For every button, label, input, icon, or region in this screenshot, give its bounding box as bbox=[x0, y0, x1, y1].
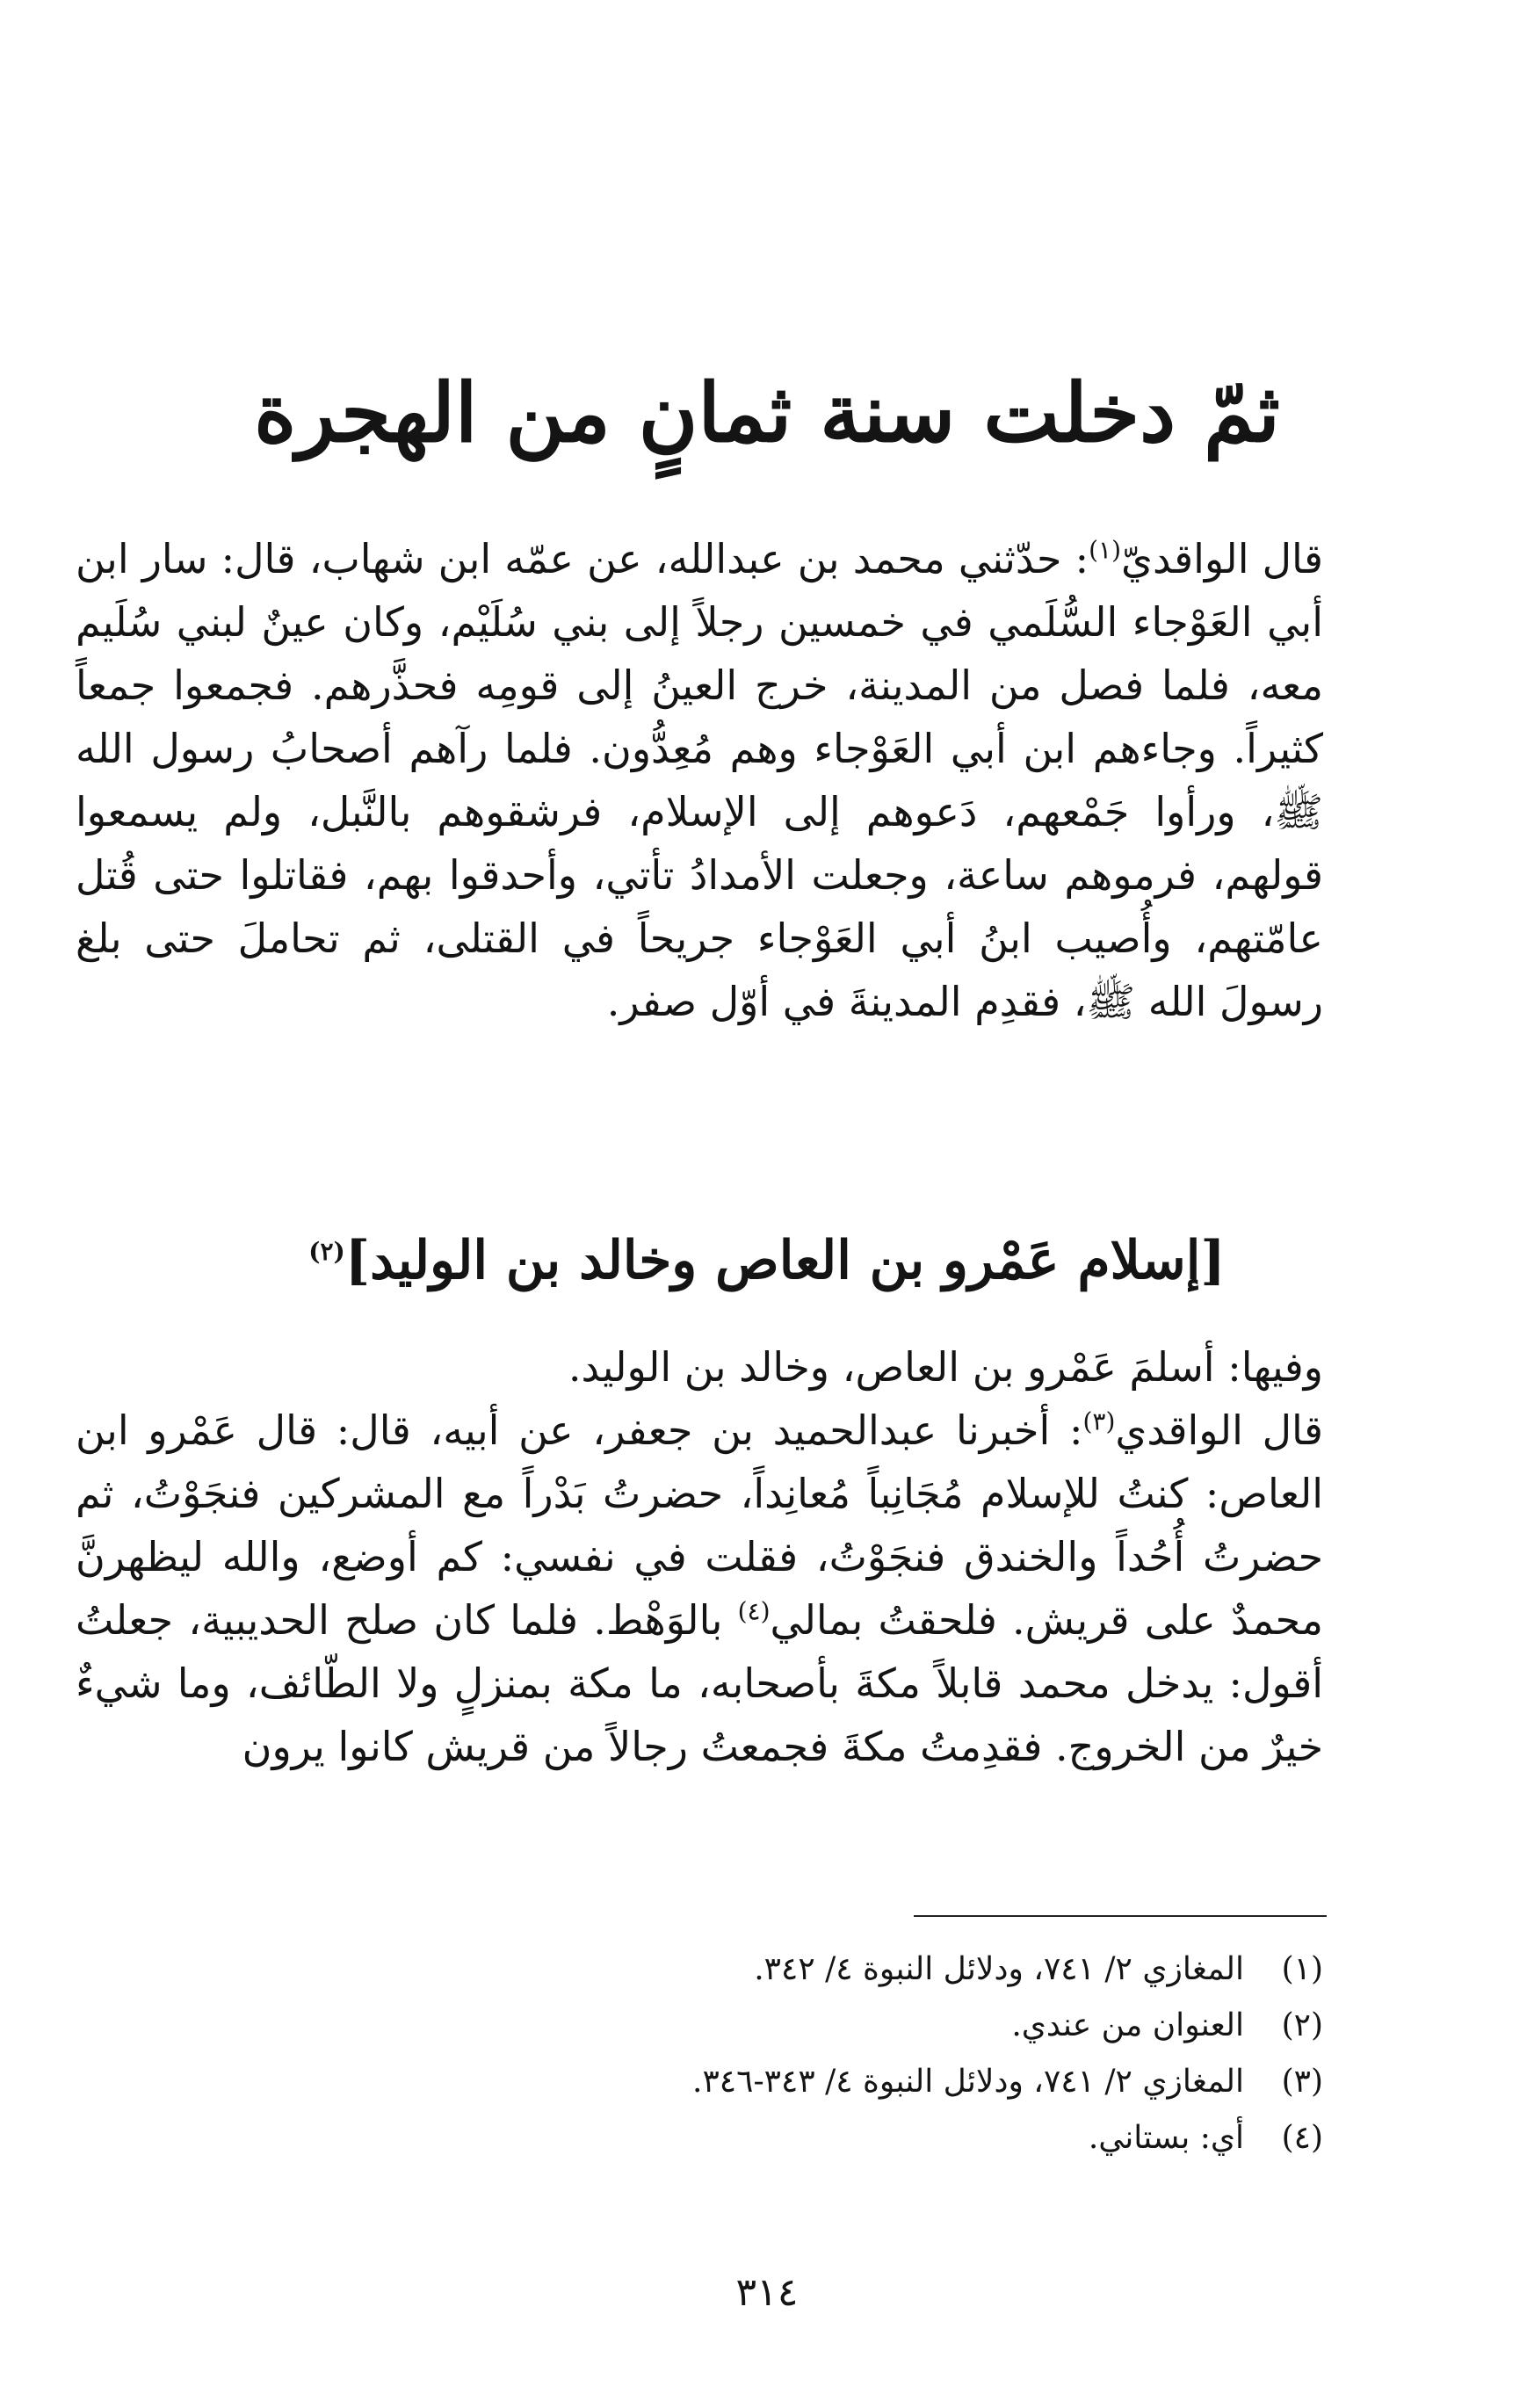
footnote-divider bbox=[914, 1915, 1327, 1917]
paragraph-1-text: : حدّثني محمد بن عبدالله، عن عمّه ابن شهاب، قال: سار ابن أبي العَوْجاء السُّلَمي في خمسين رجلاً إلى بني سُلَيْم، وكان عينٌ لبني سُلَيم معه، فلما فصل من المدينة، خرج العينُ إلى قومِه فحذَّرهم. فجمعوا جمعاً كثيراً. وجاءهم ابن أبي العَوْجاء وهم مُعِدُّون. فلما رآهم أصحابُ رسول الله ﷺ، ورأوا جَمْعهم، دَعوهم إلى الإسلام، فرشقوهم بالنَّبل، ولم يسمعوا قولهم، فرموهم ساعة، وجعلت الأمدادُ تأتي، وأحدقوا بهم، فقاتلوا حتى قُتل عامّتهم، وأُصيب ابنُ أبي العَوْجاء جريحاً في القتلى، ثم تحاملَ حتى بلغ رسولَ الله ﷺ، فقدِم المدينةَ في أوّل صفر. bbox=[76, 535, 1323, 1025]
footnote-item bbox=[269, 1998, 1323, 2054]
paragraph-3 bbox=[76, 1399, 1323, 1778]
footnote-ref-3: (٣) bbox=[1082, 1406, 1116, 1436]
footnote-ref-4: (٤) bbox=[737, 1596, 771, 1626]
section-title bbox=[0, 1217, 1534, 1305]
paragraph-3-lead: قال الواقدي bbox=[1115, 1406, 1323, 1454]
footnote-ref-2: (٢) bbox=[308, 1237, 345, 1266]
footnote-number: (١) bbox=[1281, 1951, 1323, 1987]
footnote-item bbox=[269, 1942, 1323, 1998]
footnote-text: المغازي ٢/ ٧٤١، ودلائل النبوة ٤/ ٣٤٢. bbox=[754, 1951, 1244, 1987]
footnote-text: أي: بستاني. bbox=[1088, 2120, 1244, 2156]
footnote-ref-1: (١) bbox=[1089, 535, 1121, 565]
footnote-number: (٤) bbox=[1281, 2120, 1323, 2156]
footnote-number: (٣) bbox=[1281, 2064, 1323, 2100]
paragraph-2: وفيها: أسلمَ عَمْرو بن العاص، وخالد بن الوليد. bbox=[568, 1343, 1323, 1391]
paragraph-1 bbox=[76, 527, 1323, 1033]
footnote-item bbox=[269, 2054, 1323, 2110]
footnote-number: (٢) bbox=[1281, 2007, 1323, 2043]
paragraph-3-text-a: : أخبرنا عبدالحميد بن جعفر، عن أبيه، قال: قال عَمْرو ابن العاص: كنتُ للإسلام مُجَانِباً مُعانِداً، حضرتُ بَدْراً مع المشركين فنجَوْتُ، ثم حضرتُ أُحُداً والخندق فنجَوْتُ، فقلت في نفسي: كم أوضع، والله ليظهرنَّ محمدٌ على قريش. فلحقتُ بمالي bbox=[76, 1406, 1323, 1644]
footnote-item bbox=[269, 2110, 1323, 2166]
chapter-title: ثمّ دخلت سنة ثمانٍ من الهجرة bbox=[254, 365, 1280, 460]
page-number: ٣١٤ bbox=[735, 2270, 799, 2315]
paragraph-1-lead: قال الواقديّ bbox=[1121, 535, 1324, 582]
section-title-text: [إسلام عَمْرو بن العاص وخالد بن الوليد] bbox=[344, 1230, 1226, 1291]
footnotes-list bbox=[269, 1942, 1323, 2166]
footnote-text: المغازي ٢/ ٧٤١، ودلائل النبوة ٤/ ٣٤٣-٣٤٦. bbox=[692, 2064, 1244, 2100]
paragraph-3-text-b: بالوَهْط. فلما كان صلح الحديبية، جعلتُ أقول: يدخل محمد قابلاً مكةَ بأصحابه، ما مكة بمنزلٍ ولا الطّائف، وما شيءٌ خيرٌ من الخروج. فقدِمتُ مكةَ فجمعتُ رجالاً من قريش كانوا يرون bbox=[76, 1596, 1323, 1770]
footnote-text: العنوان من عندي. bbox=[1011, 2007, 1244, 2043]
